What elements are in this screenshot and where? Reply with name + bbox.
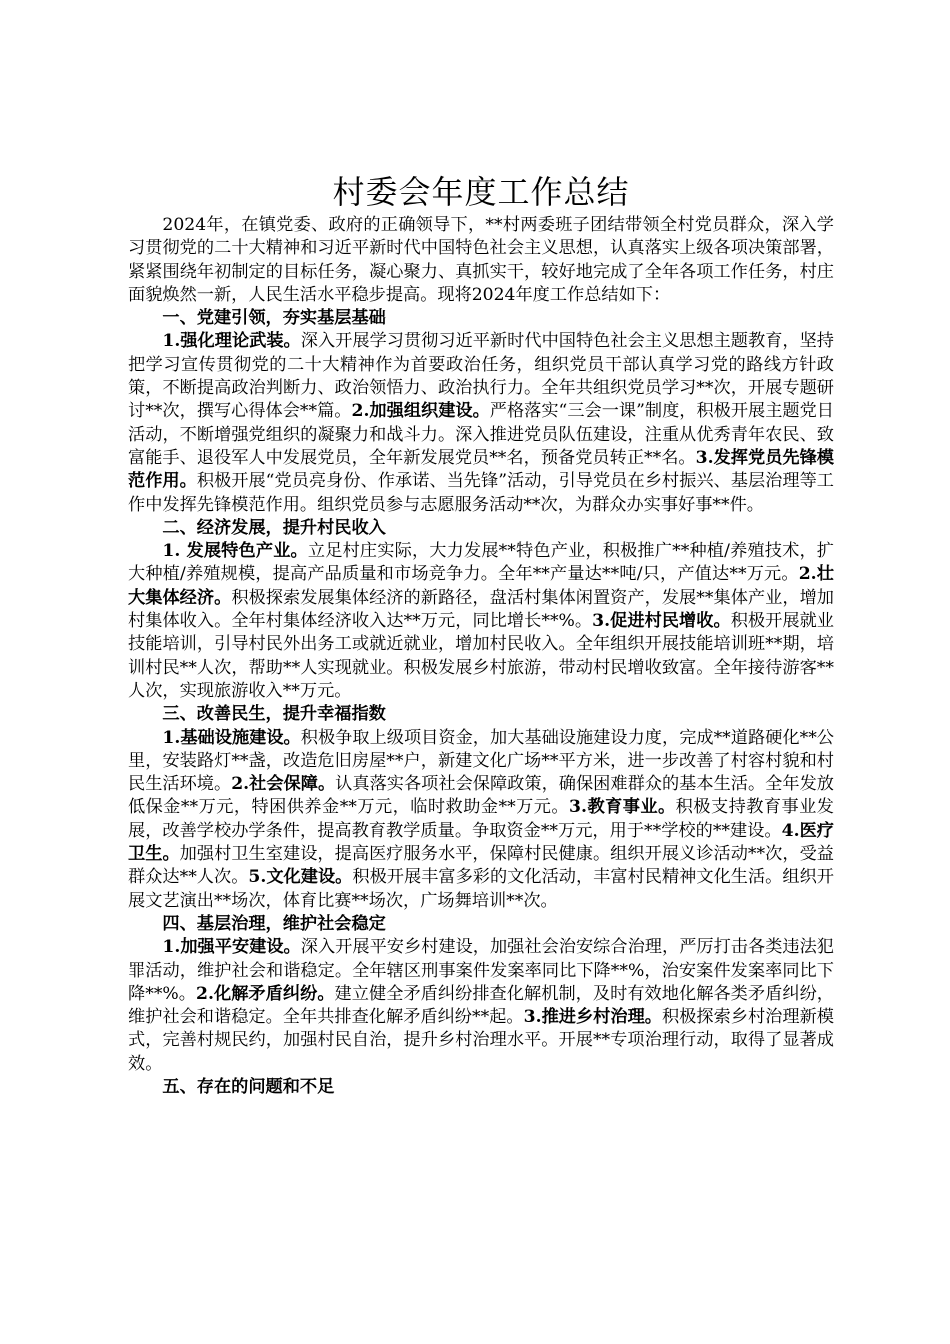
item-lead: 1.加强平安建设。 [162,937,301,958]
item-text: 深入开展平安乡村建设，加强社会治安综合治理，严厉打击各类违法犯罪活动，维护社会和谐稳定。全年辖区刑事案件发案率同比下降**%，治安案件发案率同比下降**%。 [128,937,834,1004]
item-lead: 3.推进乡村治理。 [523,1007,662,1028]
item-lead: 4.医疗卫生。 [128,820,834,865]
section-paragraph [128,540,834,703]
item-text: 积极探索发展集体经济的新路径，盘活村集体闲置资产，发展**集体产业，增加村集体收入。全年村集体经济收入达**万元，同比增长**%。 [128,587,834,632]
item-lead: 3.教育事业。 [569,797,676,818]
section-heading: 五、存在的问题和不足 [162,1076,335,1097]
item-text: 认真落实各项社会保障政策，确保困难群众的基本生活。全年发放低保金**万元，特困供养金**万元，临时救助金**万元。 [128,774,834,818]
item-text: 积极开展丰富多彩的文化活动，丰富村民精神文化生活。组织开展文艺演出**场次，体育比赛**场次，广场舞培训**次。 [128,867,834,911]
section-paragraph [128,936,834,1076]
item-lead: 2.壮大集体经济。 [128,564,834,608]
item-lead: 2.社会保障。 [231,774,336,795]
item-text: 深入开展学习贯彻习近平新时代中国特色社会主义思想主题教育，坚持把学习宣传贯彻党的二十大精神作为首要政治任务，组织党员干部认真学习党的路线方针政策，不断提高政治判断力、政治领悟力、政治执行力。全年共组织党员学习**次，开展专题研讨**次，撰写心得体会**篇。 [128,331,834,422]
item-lead: 2.加强组织建设。 [351,401,490,422]
item-text: 建立健全矛盾纠纷排查化解机制，及时有效地化解各类矛盾纠纷，维护社会和谐稳定。全年共排查化解矛盾纠纷**起。 [128,983,834,1028]
section-heading: 四、基层治理，维护社会稳定 [162,913,386,934]
item-lead: 3.促进村民增收。 [592,611,731,632]
section-heading: 一、党建引领，夯实基层基础 [162,308,386,329]
item-lead: 5.文化建设。 [248,867,353,888]
item-lead: 1.基础设施建设。 [162,727,301,748]
item-text: 积极支持教育事业发展，改善学校办学条件，提高教育教学质量。争取资金**万元，用于**学校的**建设。 [128,797,834,841]
document-title: 村委会年度工作总结 [332,173,630,211]
section-heading: 三、改善民生，提升幸福指数 [162,704,386,725]
intro-paragraph: 2024年，在镇党委、政府的正确领导下，**村两委班子团结带领全村党员群众，深入学习贯彻党的二十大精神和习近平新时代中国特色社会主义思想，认真落实上级各项决策部署，紧紧围绕年初制定的目标任务，凝心聚力、真抓实干，较好地完成了全年各项工作任务，村庄面貌焕然一新，人民生活水平稳步提高。现将2024年度工作总结如下： [128,215,834,305]
section-heading: 二、经济发展，提升村民收入 [162,517,386,538]
item-text: 积极争取上级项目资金，加大基础设施建设力度，完成**道路硬化**公里，安装路灯**盏，改造危旧房屋**户，新建文化广场**平方米，进一步改善了村容村貌和村民生活环境。 [128,727,834,795]
item-lead: 1. 发展特色产业。 [162,541,308,562]
section-paragraph [128,727,834,913]
item-text: 立足村庄实际，大力发展**特色产业，积极推广**种植/养殖技术，扩大种植/养殖规模，提高产品质量和市场竞争力。全年**产量达**吨/只，产值达**万元。 [128,541,834,585]
document-page [128,172,834,1099]
item-text: 积极探索乡村治理新模式，完善村规民约，加强村民自治，提升乡村治理水平。开展**专项治理行动，取得了显著成效。 [128,1007,834,1074]
item-lead: 1.强化理论武装。 [162,331,301,352]
item-text: 积极开展“党员亮身份、作承诺、当先锋”活动，引导党员在乡村振兴、基层治理等工作中发挥先锋模范作用。组织党员参与志愿服务活动**次，为群众办实事好事**件。 [128,471,834,515]
item-text: 积极开展就业技能培训，引导村民外出务工或就近就业，增加村民收入。全年组织开展技能培训班**期，培训村民**人次，帮助**人实现就业。积极发展乡村旅游，带动村民增收致富。全年接待游客**人次，实现旅游收入**万元。 [128,611,834,701]
item-lead: 2.化解矛盾纠纷。 [196,983,335,1004]
item-lead: 3.发挥党员先锋模范作用。 [128,447,834,492]
item-text: 加强村卫生室建设，提高医疗服务水平，保障村民健康。组织开展义诊活动**次，受益群众达**人次。 [128,844,834,888]
section-paragraph [128,330,834,516]
item-text: 严格落实“三会一课”制度，积极开展主题党日活动，不断增强党组织的凝聚力和战斗力。深入推进党员队伍建设，注重从优秀青年农民、致富能手、退役军人中发展党员，全年新发展党员**名，预备党员转正**名。 [128,401,834,468]
